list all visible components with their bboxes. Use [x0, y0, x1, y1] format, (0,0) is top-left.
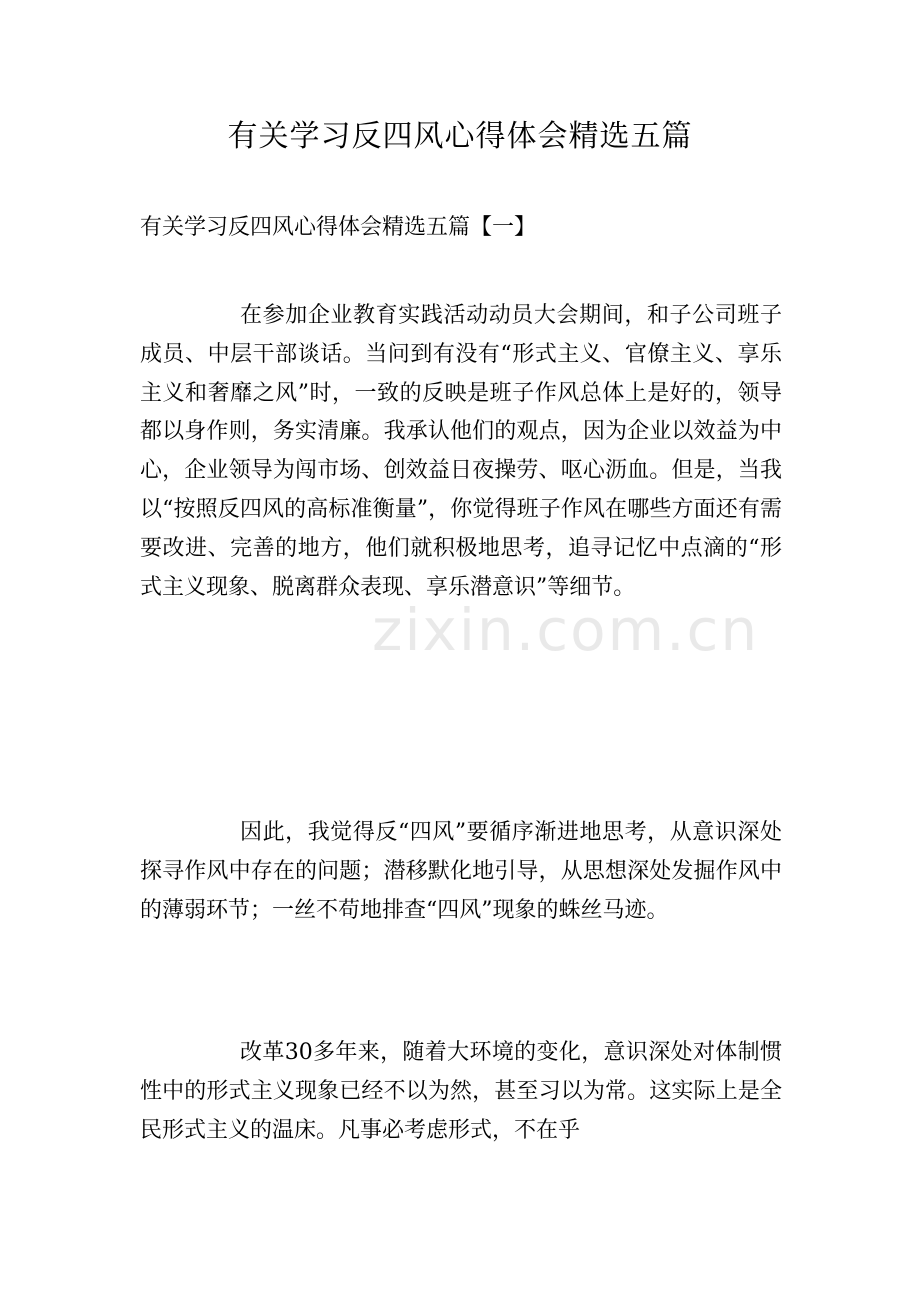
body-paragraph-2: 因此，我觉得反“四风”要循序渐进地思考，从意识深处探寻作风中存在的问题；潜移默化地引导，从思想深处发掘作风中的薄弱环节；一丝不苟地排查“四风”现象的蛛丝马迹。	[140, 820, 782, 923]
watermark: zixin.com.cn	[372, 596, 760, 664]
body-paragraph-1: 在参加企业教育实践活动动员大会期间，和子公司班子成员、中层干部谈话。当问到有没有“形式主义、官僚主义、享乐主义和奢靡之风”时，一致的反映是班子作风总体上是好的，领导都以身作则，务实清廉。我承认他们的观点，因为企业以效益为中心，企业领导为闯市场、创效益日夜操劳、呕心沥血。但是，当我以“按照反四风的高标准衡量”，你觉得班子作风在哪些方面还有需要改进、完善的地方，他们就积极地思考，追寻记忆中点滴的“形式主义现象、脱离群众表现、享乐潜意识”等细节。	[140, 303, 782, 600]
section-heading: 有关学习反四风心得体会精选五篇【一】	[140, 215, 537, 240]
body-paragraph-3: 改革30多年来，随着大环境的变化，意识深处对体制惯性中的形式主义现象已经不以为然，甚至习以为常。这实际上是全民形式主义的温床。凡事必考虑形式，不在乎	[140, 1040, 782, 1143]
document-title: 有关学习反四风心得体会精选五篇	[227, 119, 693, 154]
